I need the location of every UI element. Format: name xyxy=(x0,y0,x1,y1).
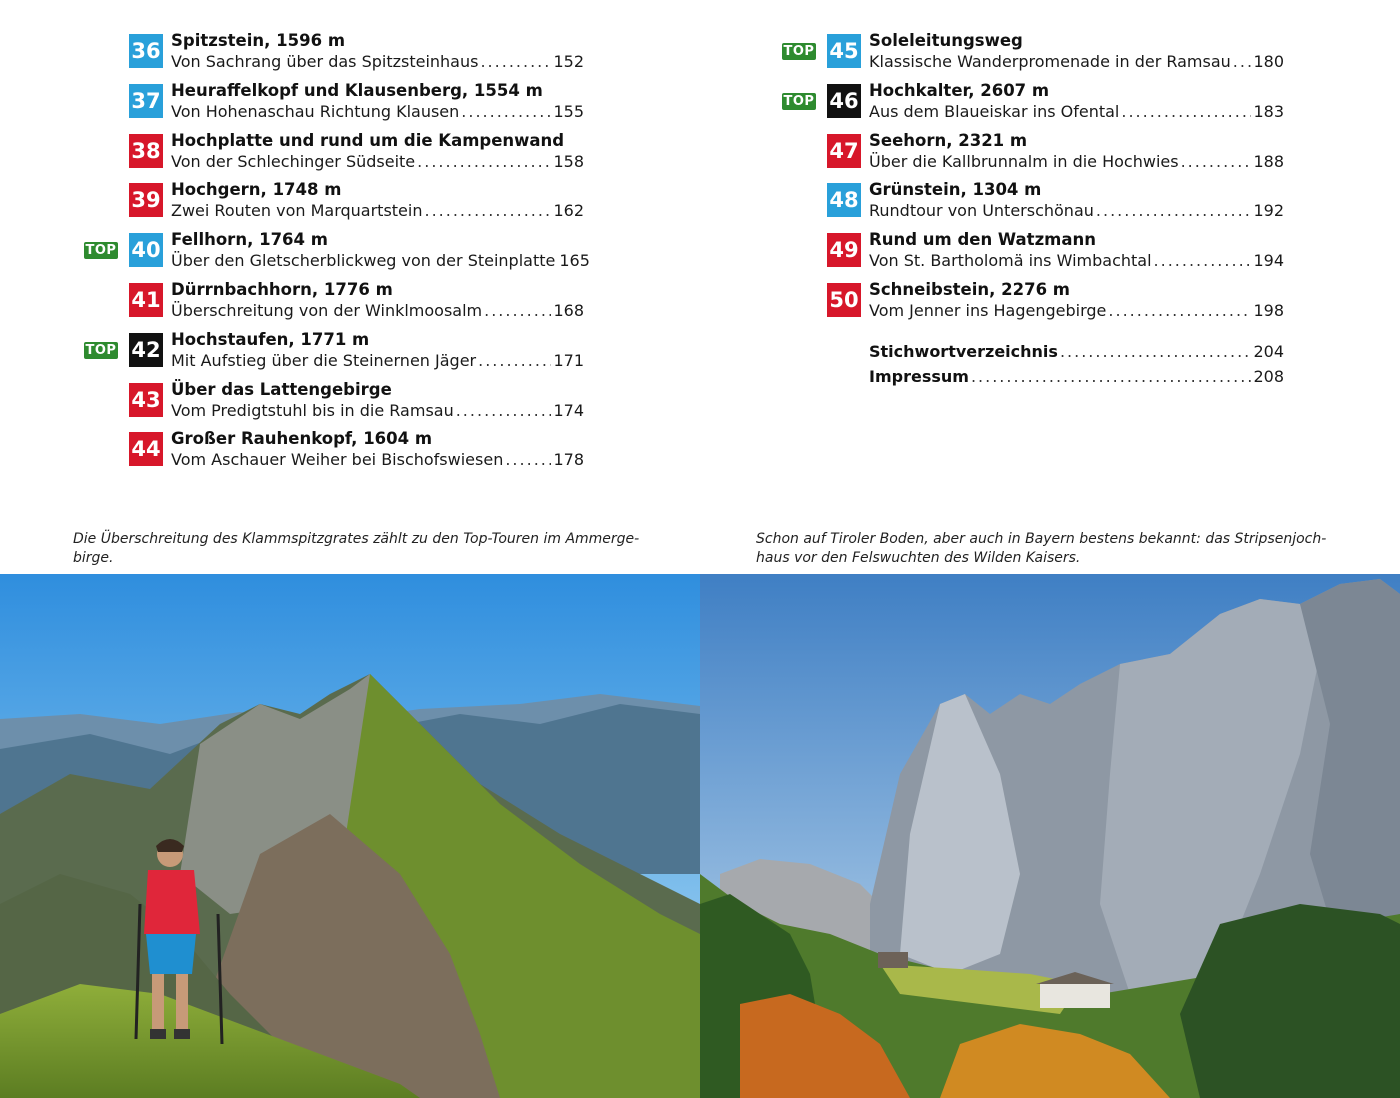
tour-number: 43 xyxy=(129,383,163,417)
imprint-page: 208 xyxy=(1253,367,1284,386)
tour-subtitle-line xyxy=(171,102,584,121)
toc-entry[interactable] xyxy=(84,329,584,379)
toc-entry[interactable] xyxy=(84,130,584,180)
tour-title: Soleleitungsweg xyxy=(869,31,1023,50)
tour-title: Hochstaufen, 1771 m xyxy=(171,329,370,349)
tour-page: 183 xyxy=(1253,101,1284,121)
leader-dots xyxy=(1060,342,1252,361)
tour-number: 48 xyxy=(827,183,861,217)
top-badge: TOP xyxy=(85,243,117,259)
tour-page: 178 xyxy=(553,450,584,470)
tour-title: Hochkalter, 2607 m xyxy=(869,80,1050,100)
imprint-entry[interactable] xyxy=(869,367,1284,386)
top-badge: TOP xyxy=(85,342,117,358)
tour-subtitle-line xyxy=(869,201,1284,220)
tour-title: Rund um den Watzmann xyxy=(869,230,1096,250)
leader-dots xyxy=(480,52,551,71)
toc-entry[interactable] xyxy=(782,279,1284,329)
tour-number: 40 xyxy=(129,233,163,267)
tour-page: 171 xyxy=(553,350,584,370)
tour-subtitle: Vom Aschauer Weiher bei Bischofswiesen xyxy=(171,450,504,470)
tour-subtitle-line xyxy=(869,251,1284,270)
tour-subtitle: Vom Predigtstuhl bis in die Ramsau xyxy=(171,400,454,420)
photo-stripsenjochhaus xyxy=(700,574,1400,1098)
caption-right-line2: haus vor den Felswuchten des Wilden Kaisers. xyxy=(756,550,1081,566)
tour-subtitle: Über den Gletscherblickweg von der Steinplatte xyxy=(171,251,556,271)
tour-title: Spitzstein, 1596 m xyxy=(171,31,346,50)
leader-dots xyxy=(1181,152,1252,171)
tour-subtitle-line xyxy=(171,152,584,171)
caption-right-line1: Schon auf Tiroler Boden, aber auch in Bayern bestens bekannt: das Stripsenjoch- xyxy=(756,531,1327,547)
tour-subtitle-line xyxy=(869,52,1284,71)
tour-title: Hochplatte und rund um die Kampenwand xyxy=(171,130,565,150)
toc-entry[interactable] xyxy=(782,130,1284,180)
tour-subtitle: Von St. Bartholomä ins Wimbachtal xyxy=(869,251,1152,271)
tour-subtitle: Von Sachrang über das Spitzsteinhaus xyxy=(171,52,479,71)
toc-entry[interactable] xyxy=(782,179,1284,229)
leader-dots xyxy=(424,201,551,220)
tour-subtitle-line xyxy=(171,450,584,469)
tour-page: 155 xyxy=(553,101,584,121)
toc-right-column xyxy=(782,30,1284,386)
tour-page: 162 xyxy=(553,201,584,221)
tour-subtitle-line xyxy=(171,251,590,271)
leader-dots xyxy=(417,152,551,171)
tour-number: 44 xyxy=(129,432,163,466)
tour-number: 49 xyxy=(827,233,861,267)
leader-dots xyxy=(971,367,1252,386)
tour-title: Heuraffelkopf und Klausenberg, 1554 m xyxy=(171,80,543,100)
tour-subtitle: Klassische Wanderpromenade in der Ramsau xyxy=(869,52,1231,71)
tour-subtitle-line xyxy=(869,102,1284,121)
tour-title: Grünstein, 1304 m xyxy=(869,180,1042,200)
tour-subtitle-line xyxy=(171,301,584,320)
leader-dots xyxy=(484,301,551,320)
tour-subtitle-line xyxy=(171,52,584,71)
tour-subtitle: Aus dem Blaueiskar ins Ofental xyxy=(869,101,1120,121)
tour-page: 188 xyxy=(1253,151,1284,171)
caption-left-line2: birge. xyxy=(73,550,114,566)
tour-page: 192 xyxy=(1253,201,1284,221)
leader-dots xyxy=(1121,102,1251,121)
toc-entry[interactable] xyxy=(84,428,584,478)
tour-subtitle: Überschreitung von der Winklmoosalm xyxy=(171,300,483,320)
caption-right xyxy=(756,530,1356,568)
leader-dots xyxy=(461,102,551,121)
top-badge: TOP xyxy=(783,44,815,59)
tour-subtitle-line xyxy=(171,201,584,220)
toc-entry[interactable] xyxy=(782,30,1284,80)
toc-entry[interactable] xyxy=(782,80,1284,130)
tour-page: 165 xyxy=(559,251,590,271)
tour-number: 37 xyxy=(129,84,163,118)
leader-dots xyxy=(456,401,552,420)
tour-title: Dürrnbachhorn, 1776 m xyxy=(171,279,393,299)
index-entry[interactable] xyxy=(869,342,1284,361)
toc-entry[interactable] xyxy=(84,279,584,329)
tour-subtitle: Zwei Routen von Marquartstein xyxy=(171,201,423,221)
leader-dots xyxy=(478,351,551,370)
tour-subtitle: Rundtour von Unterschönau xyxy=(869,201,1094,221)
caption-left-line1: Die Überschreitung des Klammspitzgrates zählt zu den Top-Touren im Ammerge- xyxy=(73,531,640,547)
leader-dots xyxy=(1096,201,1252,220)
toc-entry[interactable] xyxy=(84,379,584,429)
tour-number: 41 xyxy=(129,283,163,317)
tour-subtitle-line xyxy=(869,152,1284,171)
tour-number: 42 xyxy=(129,333,163,367)
toc-entry[interactable] xyxy=(84,30,584,80)
tour-subtitle: Mit Aufstieg über die Steinernen Jäger xyxy=(171,350,477,370)
tour-page: 194 xyxy=(1253,251,1284,271)
toc-entry[interactable] xyxy=(84,179,584,229)
tour-number: 47 xyxy=(827,134,861,168)
tour-subtitle: Über die Kallbrunnalm in die Hochwies xyxy=(869,151,1179,171)
toc-entry[interactable] xyxy=(84,229,590,279)
hut-building xyxy=(1040,984,1110,1008)
index-label: Stichwortverzeichnis xyxy=(869,342,1058,361)
tour-subtitle-line xyxy=(171,351,584,370)
tour-subtitle: Von der Schlechinger Südseite xyxy=(171,151,416,171)
toc-entry[interactable] xyxy=(84,80,584,130)
tour-number: 39 xyxy=(129,183,163,217)
tour-subtitle: Von Hohenaschau Richtung Klausen xyxy=(171,101,460,121)
leader-dots xyxy=(1154,251,1252,270)
caption-left xyxy=(73,530,673,568)
tour-page: 180 xyxy=(1253,52,1284,71)
tour-subtitle-line xyxy=(869,301,1284,320)
tour-title: Fellhorn, 1764 m xyxy=(171,230,328,250)
tour-title: Hochgern, 1748 m xyxy=(171,180,342,200)
tour-subtitle: Vom Jenner ins Hagengebirge xyxy=(869,300,1107,320)
tour-title: Seehorn, 2321 m xyxy=(869,130,1028,150)
tour-number: 46 xyxy=(827,84,861,118)
tour-page: 198 xyxy=(1253,300,1284,320)
top-badge: TOP xyxy=(783,93,815,109)
tour-title: Großer Rauhenkopf, 1604 m xyxy=(171,429,433,449)
tour-number: 50 xyxy=(827,283,861,317)
tour-number: 45 xyxy=(827,34,861,68)
tour-number: 38 xyxy=(129,134,163,168)
photo-klammspitzgrat xyxy=(0,574,700,1098)
tour-number: 36 xyxy=(129,34,163,68)
toc-entry[interactable] xyxy=(782,229,1284,279)
tour-page: 168 xyxy=(553,300,584,320)
leader-dots xyxy=(1108,301,1251,320)
tour-title: Schneibstein, 2276 m xyxy=(869,279,1070,299)
tour-page: 152 xyxy=(553,52,584,71)
toc-left-column xyxy=(84,30,590,478)
index-page: 204 xyxy=(1253,342,1284,361)
imprint-label: Impressum xyxy=(869,367,969,386)
tour-page: 174 xyxy=(553,400,584,420)
leader-dots xyxy=(1233,52,1252,71)
tour-page: 158 xyxy=(553,151,584,171)
tour-subtitle-line xyxy=(171,401,584,420)
leader-dots xyxy=(505,450,551,469)
tour-title: Über das Lattengebirge xyxy=(171,379,392,399)
